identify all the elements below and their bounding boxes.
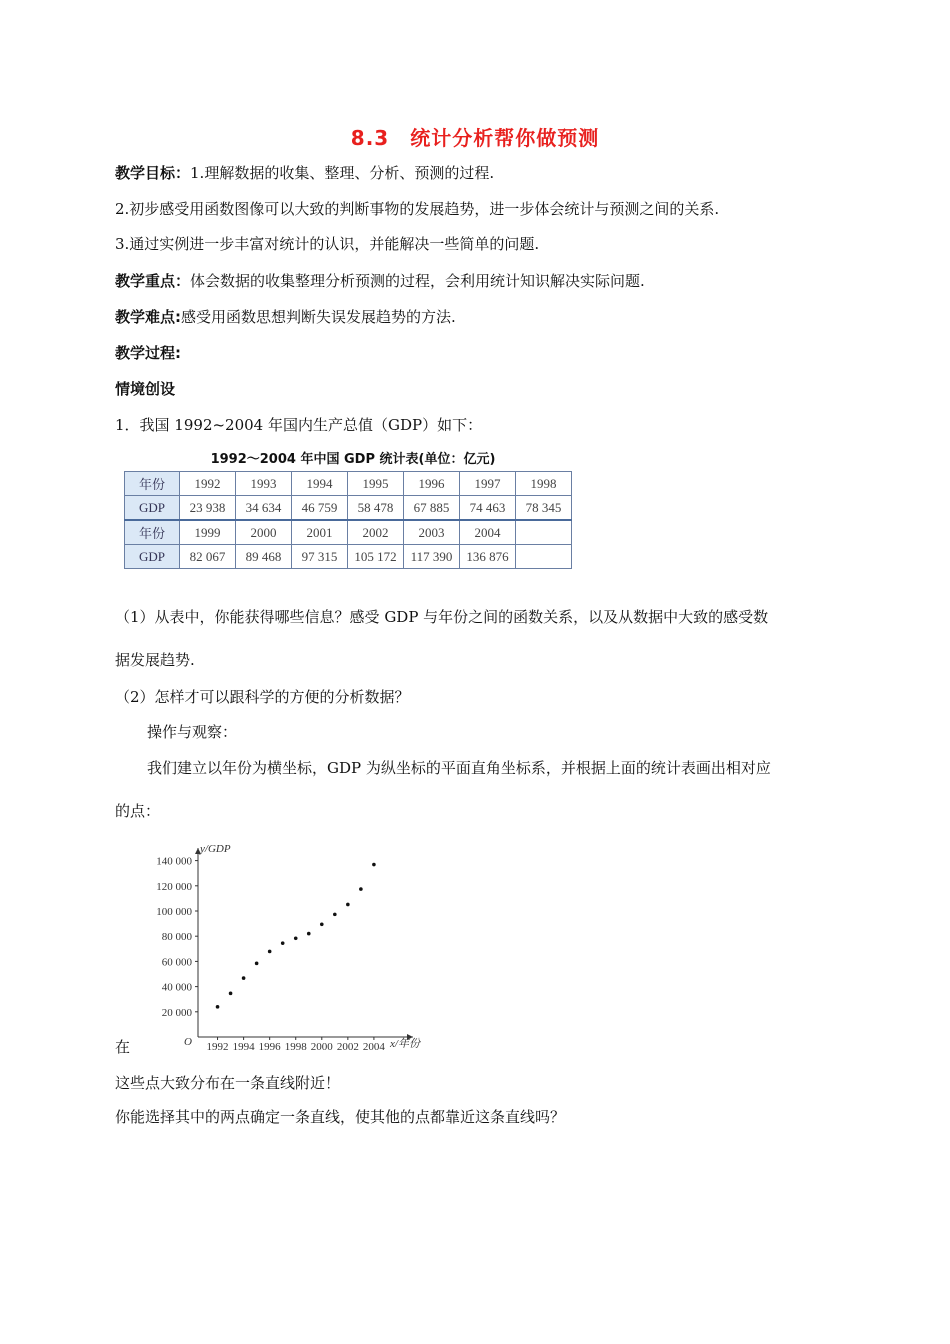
operation-heading: 操作与观察： — [147, 723, 238, 741]
table-cell: 2004 — [460, 520, 516, 545]
x-tick-label: 2000 — [310, 1041, 333, 1053]
y-tick-label: 40 000 — [161, 981, 192, 994]
question-2: （2）怎样才可以跟科学的方便的分析数据？ — [115, 688, 410, 706]
objective-1: 1.理解数据的收集、整理、分析、预测的过程. — [190, 164, 495, 182]
data-point — [372, 863, 376, 867]
table-cell: 1997 — [460, 472, 516, 496]
table-cell: 1995 — [348, 472, 404, 496]
table-row — [125, 520, 572, 545]
operation-text-cont: 的点： — [115, 802, 161, 820]
process-heading: 教学过程: — [115, 344, 181, 362]
table-cell: 74 463 — [460, 496, 516, 521]
data-point — [320, 922, 324, 926]
key-points — [115, 270, 645, 292]
y-tick-label: 60 000 — [161, 956, 192, 969]
gdp-scatter-chart — [118, 836, 428, 1056]
table-cell: 34 634 — [236, 496, 292, 521]
x-tick-label: 1992 — [206, 1041, 229, 1053]
y-tick-label: 80 000 — [161, 931, 192, 944]
table-row — [125, 496, 572, 521]
table-cell: 82 067 — [180, 545, 236, 569]
data-point — [333, 913, 337, 917]
question-1: （1）从表中，你能获得哪些信息？感受 GDP 与年份之间的函数关系，以及从数据中大致的感受数 — [115, 608, 769, 626]
y-tick-label: 100 000 — [156, 906, 192, 918]
objectives — [115, 162, 494, 184]
x-tick-label: 2002 — [336, 1041, 359, 1053]
table-cell: 1999 — [180, 520, 236, 545]
difficulties-label: 教学难点: — [115, 308, 181, 326]
table-cell: 2002 — [348, 520, 404, 545]
table-title: 1992～2004 年中国 GDP 统计表(单位：亿元) — [210, 452, 496, 467]
scenario-heading: 情境创设 — [115, 380, 176, 398]
origin-label: O — [184, 1036, 192, 1048]
objective-2: 2.初步感受用函数图像可以大致的判断事物的发展趋势，进一步体会统计与预测之间的关系. — [115, 200, 720, 218]
question-1-cont: 据发展趋势. — [115, 651, 195, 669]
y-tick-label: 120 000 — [156, 880, 192, 893]
chart-points — [216, 863, 376, 1009]
table-cell: 23 938 — [180, 496, 236, 521]
table-row — [125, 545, 572, 569]
table-header-cell: 年份 — [125, 472, 180, 496]
x-tick-label: 1996 — [258, 1041, 281, 1053]
operation-text: 我们建立以年份为横坐标，GDP 为纵坐标的平面直角坐标系，并根据上面的统计表画出相对应 — [147, 759, 771, 777]
x-tick-label: 2004 — [362, 1041, 385, 1053]
table-cell: 1994 — [292, 472, 348, 496]
data-point — [268, 950, 272, 954]
intro-text: 1．我国 1992~2004 年国内生产总值（GDP）如下： — [115, 416, 483, 434]
chart-prefix: 在 — [115, 1038, 131, 1056]
objective-3: 3.通过实例进一步丰富对统计的认识，并能解决一些简单的问题. — [115, 235, 540, 253]
table-cell: 97 315 — [292, 545, 348, 569]
x-axis-label: x/年份 — [390, 1038, 420, 1050]
table-cell: 1998 — [516, 472, 572, 496]
difficulties — [115, 306, 456, 328]
y-axis-label: y/GDP — [200, 843, 231, 855]
objectives-label: 教学目标： — [115, 164, 191, 182]
chart-axes — [184, 843, 422, 1050]
table-cell: 117 390 — [404, 545, 460, 569]
data-point — [346, 903, 350, 907]
final-question: 你能选择其中的两点确定一条直线，使其他的点都靠近这条直线吗？ — [115, 1108, 566, 1126]
data-point — [229, 992, 233, 996]
table-cell: 136 876 — [460, 545, 516, 569]
table-header-cell: GDP — [125, 496, 180, 521]
table-cell: 58 478 — [348, 496, 404, 521]
gdp-table — [124, 471, 572, 569]
table-cell: 46 759 — [292, 496, 348, 521]
data-point — [255, 962, 259, 966]
x-tick-label: 1998 — [284, 1041, 307, 1053]
data-point — [294, 936, 298, 940]
data-point — [281, 941, 285, 945]
y-tick-label: 20 000 — [161, 1006, 192, 1019]
key-points-text: 体会数据的收集整理分析预测的过程，会利用统计知识解决实际问题. — [190, 272, 645, 290]
table-cell — [516, 545, 572, 569]
y-tick-label: 140 000 — [156, 855, 192, 868]
table-row — [125, 472, 572, 496]
table-cell: 105 172 — [348, 545, 404, 569]
data-point — [242, 976, 246, 980]
chart-ticks — [156, 856, 385, 1053]
table-cell: 89 468 — [236, 545, 292, 569]
table-cell: 2001 — [292, 520, 348, 545]
data-point — [216, 1005, 220, 1009]
difficulties-text: 感受用函数思想判断失误发展趋势的方法. — [181, 308, 456, 326]
table-cell: 1996 — [404, 472, 460, 496]
table-cell: 78 345 — [516, 496, 572, 521]
table-header-cell: GDP — [125, 545, 180, 569]
data-point — [307, 932, 311, 936]
table-cell: 2003 — [404, 520, 460, 545]
key-points-label: 教学重点： — [115, 272, 191, 290]
table-cell: 2000 — [236, 520, 292, 545]
table-cell: 1993 — [236, 472, 292, 496]
data-point — [359, 887, 363, 891]
table-cell: 67 885 — [404, 496, 460, 521]
page-title: 8.3 统计分析帮你做预测 — [350, 126, 600, 150]
x-tick-label: 1994 — [232, 1041, 255, 1053]
conclusion-text: 这些点大致分布在一条直线附近！ — [115, 1074, 341, 1092]
table-header-cell: 年份 — [125, 520, 180, 545]
table-cell: 1992 — [180, 472, 236, 496]
table-cell — [516, 520, 572, 545]
